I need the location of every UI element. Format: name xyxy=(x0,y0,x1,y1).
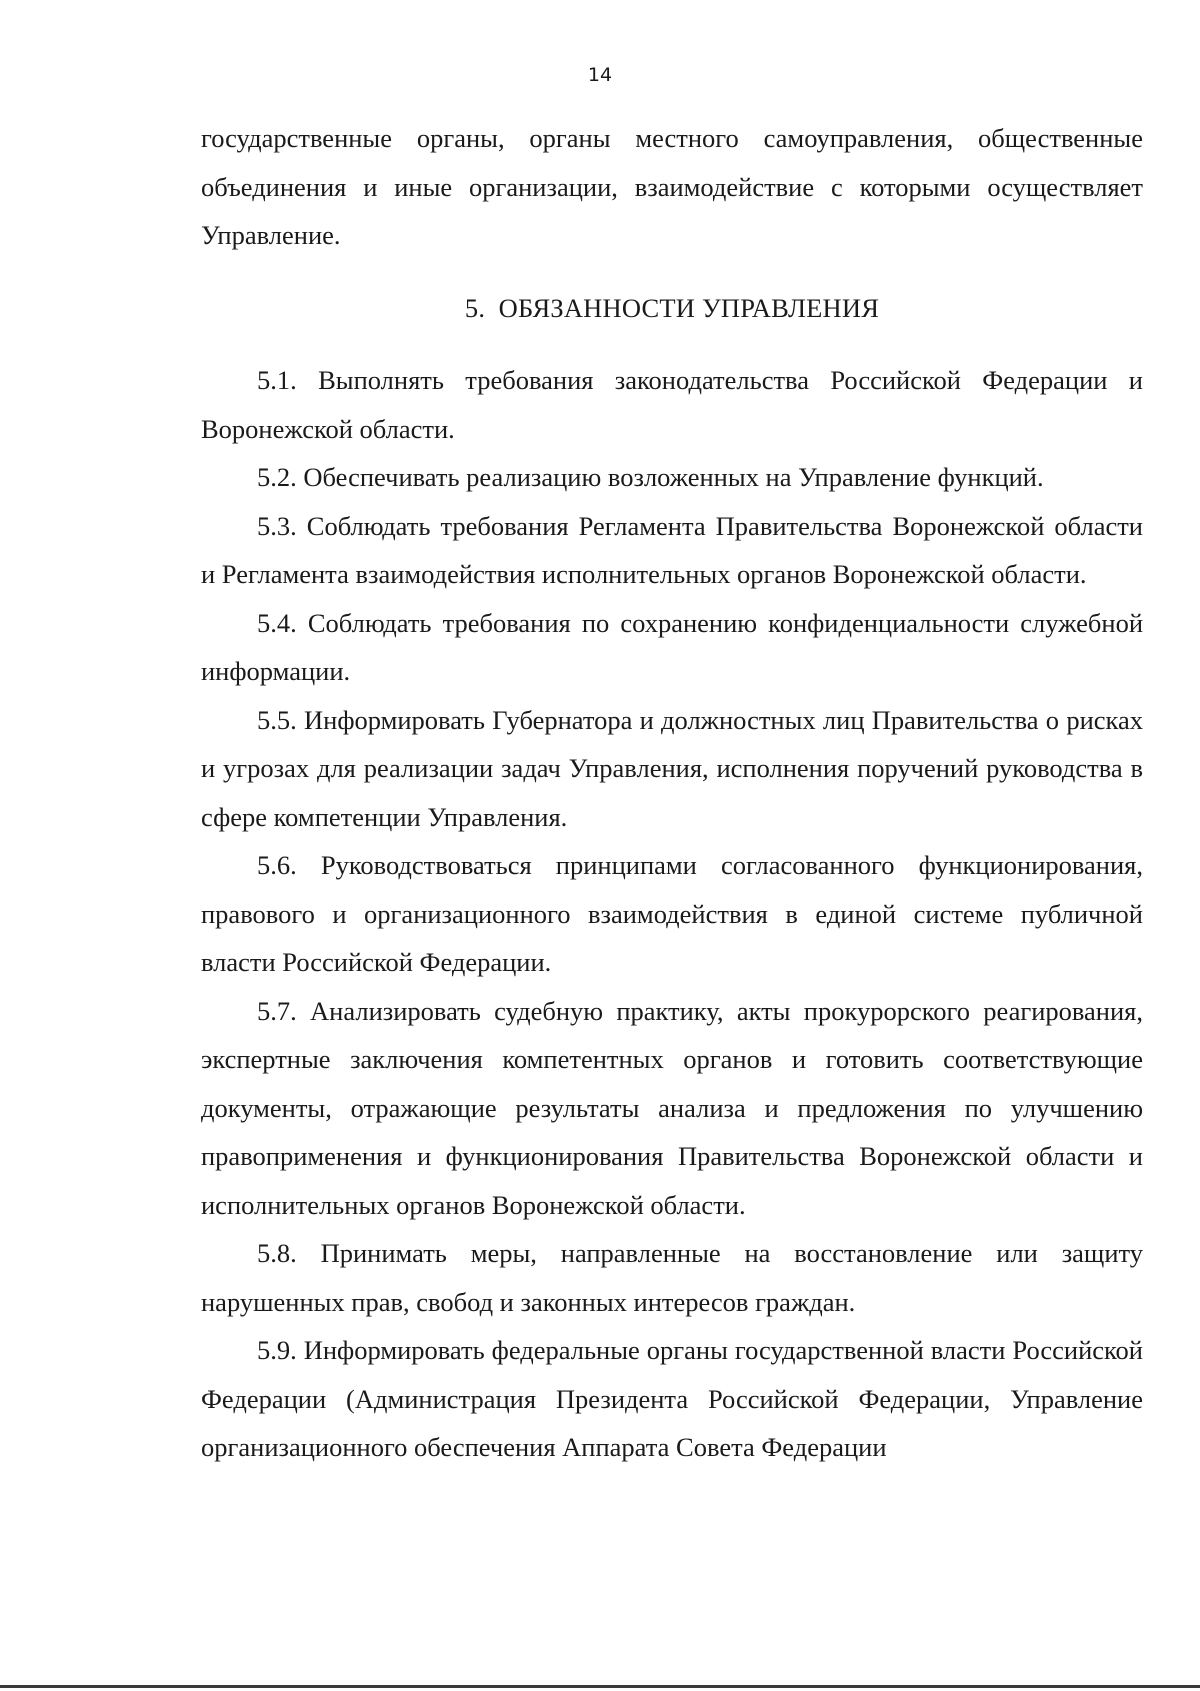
item-5-1: 5.1. Выполнять требования законодательства Российской Федерации и Воронежской области. xyxy=(201,365,1143,444)
item-5-7: 5.7. Анализировать судебную практику, акты прокурорского реагирования, экспертные заключения компетентных органов и готовить соответствующие документы, отражающие результаты анализа и предложения по улучшению правоприменения и функционирования Правительства Воронежской области и исполнительных органов Воронежской области. xyxy=(201,995,1143,1220)
item-5-3: 5.3. Соблюдать требования Регламента Правительства Воронежской области и Регламента взаимодействия исполнительных органов Воронежской области. xyxy=(201,510,1143,589)
item-5-9: 5.9. Информировать федеральные органы государственной власти Российской Федерации (Администрация Президента Российской Федерации, Управление организационного обеспечения Аппарата Совета Федерации xyxy=(201,1335,1143,1462)
item-5-6: 5.6. Руководствоваться принципами согласованного функционирования, правового и организационного взаимодействия в единой системе публичной власти Российской Федерации. xyxy=(201,850,1143,977)
document-body xyxy=(201,114,1143,1472)
item-5-5: 5.5. Информировать Губернатора и должностных лиц Правительства о рисках и угрозах для реализации задач Управления, исполнения поручений руководства в сфере компетенции Управления. xyxy=(201,704,1143,832)
bottom-edge-line xyxy=(0,1685,1200,1688)
page-number: 14 xyxy=(587,64,613,86)
intro-paragraph: государственные органы, органы местного самоуправления, общественные объединения и иные организации, взаимодействие с которыми осуществляет Управление. xyxy=(201,123,1143,250)
section-heading: 5. ОБЯЗАННОСТИ УПРАВЛЕНИЯ xyxy=(464,292,880,323)
item-5-4: 5.4. Соблюдать требования по сохранению конфиденциальности служебной информации. xyxy=(201,607,1143,686)
item-5-2: 5.2. Обеспечивать реализацию возложенных на Управление функций. xyxy=(257,462,1044,492)
item-5-8: 5.8. Принимать меры, направленные на восстановление или защиту нарушенных прав, свобод и законных интересов граждан. xyxy=(201,1238,1143,1317)
